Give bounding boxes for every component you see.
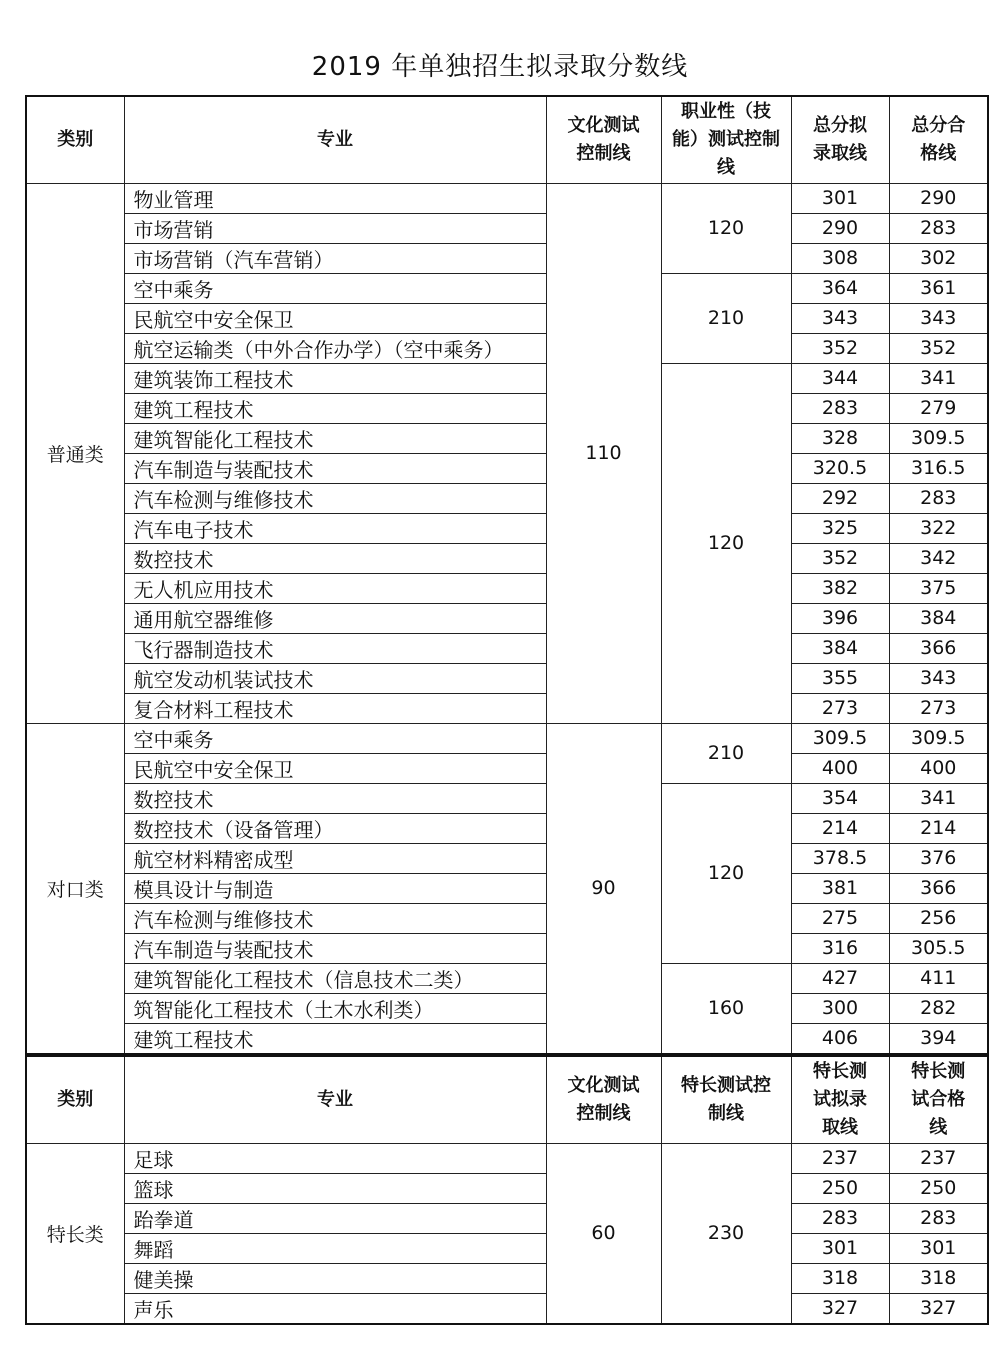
admit-score-cell: 364 [791,273,889,303]
table-row [26,1293,988,1324]
pass-score-cell: 283 [889,1203,988,1233]
table-row [26,1203,988,1233]
major-cell: 汽车检测与维修技术 [124,483,546,513]
admit-score-cell: 406 [791,1023,889,1054]
admit-score-cell: 355 [791,663,889,693]
admit-score-cell: 427 [791,963,889,993]
category-cell: 特长类 [26,1143,124,1324]
skill-line-cell: 160 [661,963,791,1054]
header-special-pass-l1: 特长测 [911,1060,966,1082]
major-cell: 航空发动机装试技术 [124,663,546,693]
major-cell: 汽车电子技术 [124,513,546,543]
admit-score-cell: 283 [791,1203,889,1233]
pass-score-cell: 302 [889,243,988,273]
pass-score-cell: 341 [889,783,988,813]
header-special-admit-l2: 试拟录 [813,1088,867,1110]
table-row [26,903,988,933]
header-skill-line [661,96,791,183]
major-cell: 篮球 [124,1173,546,1203]
table-row [26,693,988,723]
admit-score-cell: 275 [791,903,889,933]
pass-score-cell: 343 [889,303,988,333]
pass-score-cell: 305.5 [889,933,988,963]
admit-score-cell: 352 [791,333,889,363]
admit-score-cell: 309.5 [791,723,889,753]
major-cell: 跆拳道 [124,1203,546,1233]
admit-score-cell: 328 [791,423,889,453]
admit-score-cell: 250 [791,1173,889,1203]
skill-line-cell: 120 [661,183,791,273]
pass-score-cell: 290 [889,183,988,213]
table-row [26,1173,988,1203]
admit-score-cell: 327 [791,1293,889,1324]
pass-score-cell: 341 [889,363,988,393]
header-culture-line-l2: 控制线 [576,1102,631,1124]
admit-score-cell: 290 [791,213,889,243]
major-cell: 航空材料精密成型 [124,843,546,873]
major-cell: 建筑工程技术 [124,393,546,423]
score-table-regular [25,95,989,1055]
major-cell: 模具设计与制造 [124,873,546,903]
major-cell: 复合材料工程技术 [124,693,546,723]
pass-score-cell: 250 [889,1173,988,1203]
table-row [26,603,988,633]
header-special-admit [791,1056,889,1143]
pass-score-cell: 411 [889,963,988,993]
table-row [26,843,988,873]
admit-score-cell: 301 [791,183,889,213]
table-row [26,303,988,333]
table-row [26,1023,988,1054]
header-culture-line-l2: 控制线 [576,142,631,164]
table-row [26,213,988,243]
category-cell: 普通类 [26,183,124,723]
table-row [26,483,988,513]
pass-score-cell: 318 [889,1263,988,1293]
pass-score-cell: 282 [889,993,988,1023]
major-cell: 数控技术 [124,783,546,813]
admit-score-cell: 396 [791,603,889,633]
table-header-row [26,1056,988,1143]
major-cell: 数控技术（设备管理） [124,813,546,843]
admit-score-cell: 273 [791,693,889,723]
table-row [26,783,988,813]
table-row [26,363,988,393]
table-row [26,513,988,543]
major-cell: 民航空中安全保卫 [124,753,546,783]
header-special-admit-l3: 取线 [822,1116,858,1138]
header-skill-line-l3: 线 [717,156,735,178]
table-row [26,813,988,843]
admit-score-cell: 292 [791,483,889,513]
admit-score-cell: 378.5 [791,843,889,873]
table-row [26,393,988,423]
header-total-pass-l1: 总分合 [911,114,966,136]
pass-score-cell: 366 [889,633,988,663]
pass-score-cell: 352 [889,333,988,363]
major-cell: 建筑智能化工程技术 [124,423,546,453]
table-header-row [26,96,988,183]
pass-score-cell: 400 [889,753,988,783]
major-cell: 市场营销 [124,213,546,243]
special-line-cell: 230 [661,1143,791,1324]
major-cell: 健美操 [124,1263,546,1293]
admit-score-cell: 308 [791,243,889,273]
header-special-pass-l3: 线 [929,1116,948,1138]
pass-score-cell: 256 [889,903,988,933]
table-row [26,633,988,663]
pass-score-cell: 342 [889,543,988,573]
pass-score-cell: 301 [889,1233,988,1263]
admit-score-cell: 352 [791,543,889,573]
category-cell: 对口类 [26,723,124,1054]
major-cell: 汽车制造与装配技术 [124,453,546,483]
header-culture-line [546,1056,661,1143]
table-row [26,1143,988,1173]
admit-score-cell: 354 [791,783,889,813]
table-row [26,993,988,1023]
page-title: 2019 年单独招生拟录取分数线 [311,52,689,82]
admit-score-cell: 343 [791,303,889,333]
skill-line-cell: 210 [661,273,791,363]
header-special-pass [889,1056,988,1143]
admit-score-cell: 237 [791,1143,889,1173]
pass-score-cell: 327 [889,1293,988,1324]
header-category: 类别 [26,96,124,183]
pass-score-cell: 343 [889,663,988,693]
major-cell: 数控技术 [124,543,546,573]
table-row [26,723,988,753]
header-culture-line-l1: 文化测试 [567,1074,640,1096]
admit-score-cell: 344 [791,363,889,393]
table-row [26,573,988,603]
table-row [26,243,988,273]
header-culture-line-l1: 文化测试 [567,114,640,136]
header-category: 类别 [26,1056,124,1143]
major-cell: 足球 [124,1143,546,1173]
major-cell: 建筑智能化工程技术（信息技术二类） [124,963,546,993]
table-row [26,183,988,213]
header-total-admit-l1: 总分拟 [813,114,867,136]
pass-score-cell: 283 [889,483,988,513]
culture-line-cell: 110 [546,183,661,723]
skill-line-cell: 210 [661,723,791,783]
major-cell: 飞行器制造技术 [124,633,546,663]
major-cell: 空中乘务 [124,723,546,753]
table1-body [26,183,988,1054]
admit-score-cell: 381 [791,873,889,903]
pass-score-cell: 322 [889,513,988,543]
table-row [26,1233,988,1263]
pass-score-cell: 376 [889,843,988,873]
header-skill-line-l2: 能）测试控制 [672,128,780,150]
header-special-line-l1: 特长测试控 [681,1074,771,1096]
header-culture-line [546,96,661,183]
pass-score-cell: 279 [889,393,988,423]
admit-score-cell: 214 [791,813,889,843]
pass-score-cell: 309.5 [889,423,988,453]
admit-score-cell: 318 [791,1263,889,1293]
major-cell: 民航空中安全保卫 [124,303,546,333]
culture-line-cell: 60 [546,1143,661,1324]
admit-score-cell: 316 [791,933,889,963]
pass-score-cell: 375 [889,573,988,603]
table-row [26,933,988,963]
table-row [26,333,988,363]
major-cell: 筑智能化工程技术（土木水利类） [124,993,546,1023]
major-cell: 空中乘务 [124,273,546,303]
header-major: 专业 [124,96,546,183]
skill-line-cell: 120 [661,363,791,723]
table-row [26,663,988,693]
table2-body [26,1143,988,1324]
pass-score-cell: 394 [889,1023,988,1054]
pass-score-cell: 309.5 [889,723,988,753]
admit-score-cell: 384 [791,633,889,663]
major-cell: 舞蹈 [124,1233,546,1263]
admit-score-cell: 325 [791,513,889,543]
admit-score-cell: 382 [791,573,889,603]
major-cell: 建筑工程技术 [124,1023,546,1054]
culture-line-cell: 90 [546,723,661,1054]
major-cell: 汽车检测与维修技术 [124,903,546,933]
admit-score-cell: 283 [791,393,889,423]
major-cell: 航空运输类（中外合作办学）（空中乘务） [124,333,546,363]
header-total-admit-l2: 录取线 [813,142,867,164]
header-special-line [661,1056,791,1143]
major-cell: 建筑装饰工程技术 [124,363,546,393]
pass-score-cell: 361 [889,273,988,303]
table-row [26,543,988,573]
pass-score-cell: 283 [889,213,988,243]
header-special-line-l2: 制线 [708,1102,744,1124]
table-row [26,873,988,903]
admit-score-cell: 300 [791,993,889,1023]
table-row [26,963,988,993]
table-row [26,1263,988,1293]
major-cell: 无人机应用技术 [124,573,546,603]
table-row [26,453,988,483]
admit-score-cell: 400 [791,753,889,783]
skill-line-cell: 120 [661,783,791,963]
table-row [26,273,988,303]
table-row [26,423,988,453]
header-total-pass-l2: 格线 [920,142,957,164]
header-total-pass [889,96,988,183]
pass-score-cell: 214 [889,813,988,843]
admit-score-cell: 301 [791,1233,889,1263]
header-total-admit [791,96,889,183]
pass-score-cell: 237 [889,1143,988,1173]
admit-score-cell: 320.5 [791,453,889,483]
major-cell: 汽车制造与装配技术 [124,933,546,963]
score-table-special [25,1055,989,1325]
header-special-pass-l2: 试合格 [911,1088,966,1110]
pass-score-cell: 316.5 [889,453,988,483]
major-cell: 物业管理 [124,183,546,213]
major-cell: 声乐 [124,1293,546,1324]
major-cell: 市场营销（汽车营销） [124,243,546,273]
table-row [26,753,988,783]
pass-score-cell: 273 [889,693,988,723]
header-skill-line-l1: 职业性（技 [681,100,771,122]
header-special-admit-l1: 特长测 [813,1060,867,1082]
major-cell: 通用航空器维修 [124,603,546,633]
pass-score-cell: 384 [889,603,988,633]
header-major: 专业 [124,1056,546,1143]
pass-score-cell: 366 [889,873,988,903]
